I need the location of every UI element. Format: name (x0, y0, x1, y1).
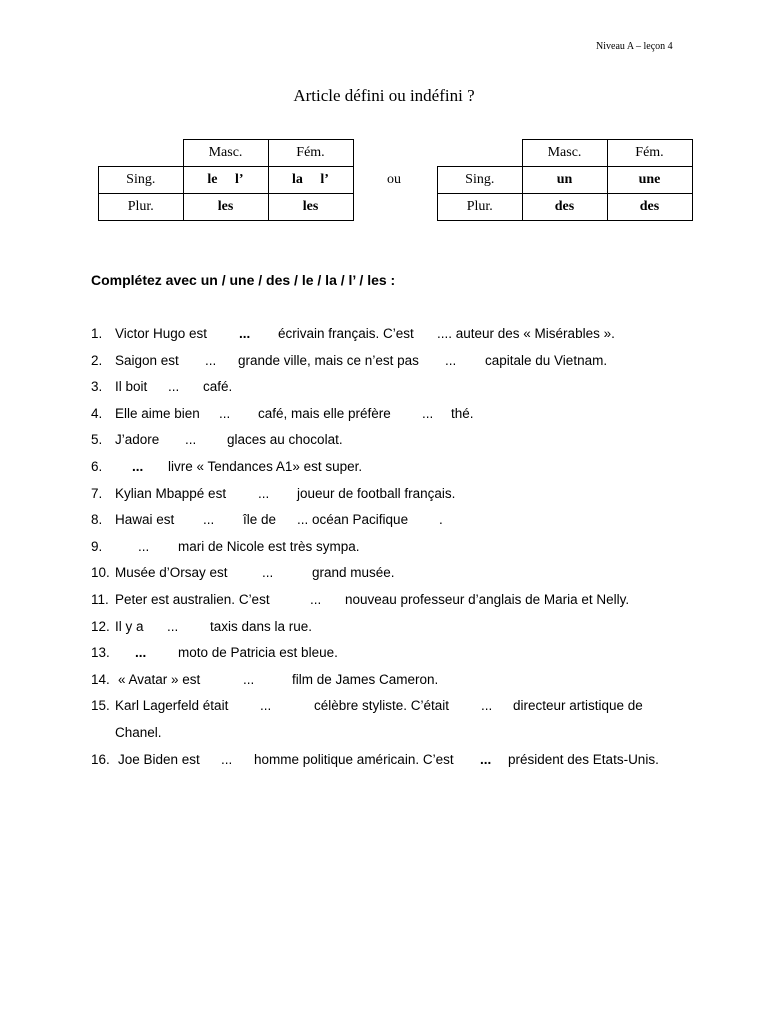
item-text: Karl Lagerfeld était (115, 698, 229, 714)
item-number: 11. (91, 591, 109, 607)
item-number: 5. (91, 432, 103, 448)
exercise-list (0, 317, 768, 769)
exercise-item (0, 503, 768, 530)
item-text: Victor Hugo est (115, 326, 208, 341)
item-text: livre « Tendances A1» est super. (168, 458, 363, 474)
blank: ... (481, 698, 493, 714)
exercise-item (0, 743, 768, 770)
row-header-sing: Sing. (99, 167, 184, 194)
item-number: 12. (91, 618, 110, 634)
table-corner (99, 140, 184, 167)
item-text: moto de Patricia est bleue. (178, 645, 338, 661)
exercise-item (0, 610, 768, 637)
blank: ... (480, 751, 492, 767)
cell-sing-fem: la l’ (268, 167, 353, 194)
blank: ... (422, 405, 434, 421)
item-text: Hawai est (115, 512, 175, 528)
item-text: grand musée. (312, 565, 395, 581)
item-text: . (439, 512, 443, 528)
cell-sing-masc: le l’ (183, 167, 268, 194)
item-number: 14. (91, 671, 110, 687)
item-number: 9. (91, 538, 103, 554)
blank: ... (167, 618, 179, 634)
col-header-masc: Masc. (522, 140, 607, 167)
exercise-item (0, 344, 768, 371)
table-corner (438, 140, 523, 167)
exercise-item (0, 477, 768, 504)
or-word: ou (387, 172, 401, 187)
blank: ... (138, 538, 150, 554)
item-text: Musée d’Orsay est (115, 565, 228, 581)
item-text: thé. (451, 405, 474, 421)
cell-plur-masc: des (522, 194, 607, 221)
item-text: homme politique américain. C’est (254, 751, 454, 767)
row-header-plur: Plur. (99, 194, 184, 221)
item-text: .... auteur des « Misérables ». (437, 326, 615, 341)
col-header-fem: Fém. (607, 140, 692, 167)
blank: ... (132, 458, 144, 474)
page-header-level: Niveau A – leçon 4 (596, 41, 673, 52)
exercise-item (0, 530, 768, 557)
item-text: célèbre styliste. C’était (314, 698, 450, 714)
blank: ... (445, 352, 457, 368)
item-text: film de James Cameron. (292, 671, 439, 687)
item-text: Saigon est (115, 352, 179, 368)
item-text: île de (243, 512, 277, 528)
item-number: 2. (91, 352, 103, 368)
page-title: Article défini ou indéfini ? (293, 86, 475, 105)
item-number: 16. (91, 751, 110, 767)
row-header-sing: Sing. (438, 167, 523, 194)
item-text: « Avatar » est (118, 671, 201, 687)
item-text: Il y a (115, 618, 144, 634)
blank: ... (243, 671, 255, 687)
item-number: 10. (91, 565, 110, 581)
exercise-item (0, 689, 768, 742)
exercise-instruction: Complétez avec un / une / des / le / la / l’ / les : (91, 272, 396, 288)
row-header-plur: Plur. (438, 194, 523, 221)
blank: ... (310, 591, 322, 607)
blank: ... (185, 432, 197, 448)
item-text: Kylian Mbappé est (115, 485, 227, 501)
blank: ... (262, 565, 274, 581)
item-text: mari de Nicole est très sympa. (178, 538, 360, 554)
exercise-item (0, 317, 768, 344)
definite-article-table (98, 139, 354, 221)
blank: ... (260, 698, 272, 714)
item-text-continued: Chanel. (115, 724, 162, 740)
item-text: joueur de football français. (297, 485, 456, 501)
exercise-item (0, 583, 768, 610)
cell-sing-fem: une (607, 167, 692, 194)
item-text: grande ville, mais ce n’est pas (238, 352, 419, 368)
cell-plur-fem: des (607, 194, 692, 221)
item-text: directeur artistique de (513, 698, 643, 714)
exercise-item (0, 423, 768, 450)
item-number: 8. (91, 512, 103, 528)
item-text: Il boit (115, 379, 148, 395)
exercise-item (0, 663, 768, 690)
item-text: capitale du Vietnam. (485, 352, 608, 368)
item-text: Joe Biden est (118, 751, 200, 767)
item-text: écrivain français. C’est (278, 326, 414, 341)
item-number: 7. (91, 485, 103, 501)
col-header-fem: Fém. (268, 140, 353, 167)
cell-sing-masc: un (522, 167, 607, 194)
item-number: 1. (91, 326, 103, 341)
item-text: Elle aime bien (115, 405, 200, 421)
item-text: nouveau professeur d’anglais de Maria et Nelly. (345, 591, 630, 607)
item-number: 3. (91, 379, 103, 395)
item-number: 4. (91, 405, 103, 421)
item-number: 13. (91, 645, 110, 661)
exercise-item (0, 636, 768, 663)
cell-plur-fem: les (268, 194, 353, 221)
item-text: J’adore (115, 432, 160, 448)
exercise-item (0, 370, 768, 397)
item-number: 15. (91, 698, 110, 714)
item-text: président des Etats-Unis. (508, 751, 659, 767)
blank: ... (168, 379, 180, 395)
item-text: café, mais elle préfère (258, 405, 391, 421)
blank: ... (239, 326, 251, 341)
blank: ... (205, 352, 217, 368)
item-text: café. (203, 379, 233, 395)
exercise-item (0, 556, 768, 583)
item-text: glaces au chocolat. (227, 432, 343, 448)
blank: ... (219, 405, 231, 421)
cell-plur-masc: les (183, 194, 268, 221)
blank: ... (203, 512, 215, 528)
col-header-masc: Masc. (183, 140, 268, 167)
item-text: Peter est australien. C’est (115, 591, 270, 607)
indefinite-article-table (437, 139, 693, 221)
item-number: 6. (91, 458, 103, 474)
item-text: ... océan Pacifique (297, 512, 409, 528)
exercise-item (0, 397, 768, 424)
blank: ... (258, 485, 270, 501)
blank: ... (221, 751, 233, 767)
exercise-item (0, 450, 768, 477)
item-text: taxis dans la rue. (210, 618, 313, 634)
blank: ... (135, 645, 147, 661)
